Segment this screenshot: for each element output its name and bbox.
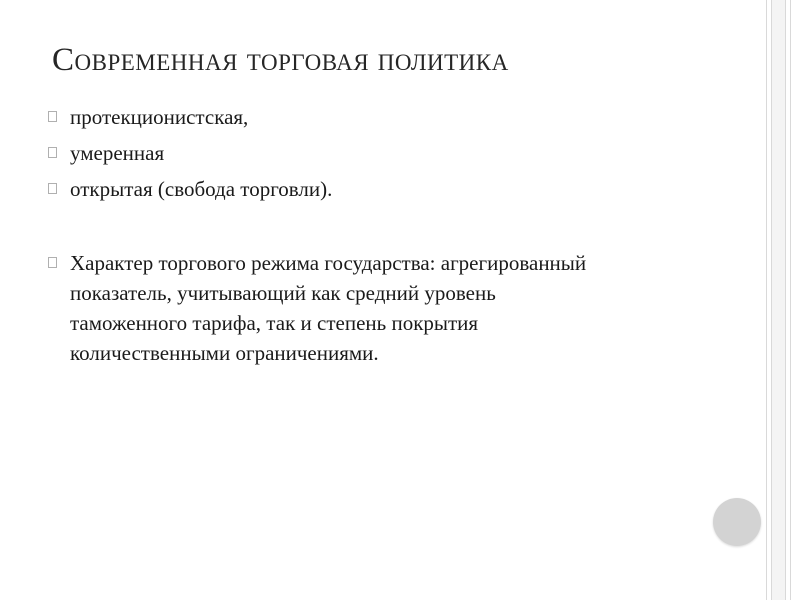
right-border-line-3 <box>785 0 786 600</box>
paragraph-line: таможенного тарифа, так и степень покрытия <box>70 311 479 335</box>
right-border-band <box>771 0 785 600</box>
bullet-item <box>48 102 748 132</box>
right-border-line-2 <box>771 0 772 600</box>
paragraph-line: количественными ограничениями. <box>70 341 379 365</box>
right-border-line-1 <box>766 0 767 600</box>
paragraph-line: Характер торгового режима государства: агрегированный <box>70 251 587 275</box>
paragraph-line: показатель, учитывающий как средний уровень <box>70 281 496 305</box>
spacer <box>48 210 748 248</box>
bullet-marker-icon <box>48 111 57 122</box>
slide-title: Современная торговая политика <box>52 42 509 78</box>
right-border-line-4 <box>790 0 791 600</box>
bullet-marker-icon <box>48 183 57 194</box>
bullet-text: открытая (свобода торговли). <box>70 177 333 201</box>
bullet-text: умеренная <box>70 141 165 165</box>
bullet-text: протекционистская, <box>70 105 249 129</box>
bullet-marker-icon <box>48 257 57 268</box>
slide-content <box>48 102 748 368</box>
bullet-item <box>48 174 748 204</box>
bullet-marker-icon <box>48 147 57 158</box>
paragraph-item <box>48 248 750 368</box>
decorative-circle-icon <box>713 498 761 546</box>
bullet-item <box>48 138 748 168</box>
